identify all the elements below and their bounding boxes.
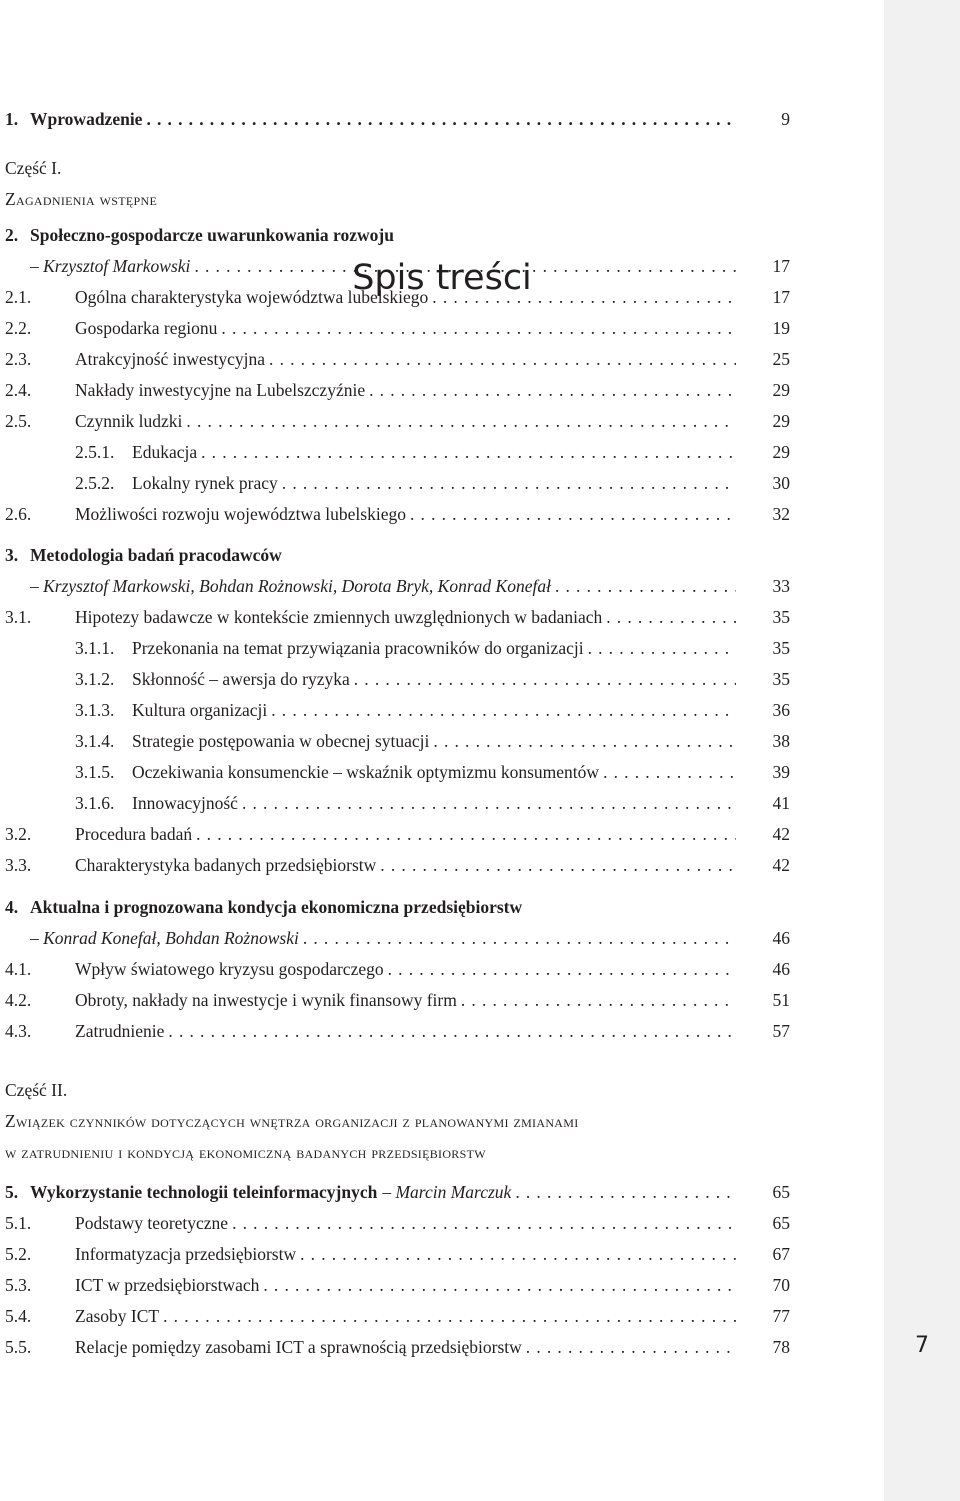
dot-leader <box>603 760 736 784</box>
toc-entry-label-wrap <box>132 440 738 464</box>
toc-entry-label: Atrakcyjność inwestycyjna <box>75 349 266 370</box>
part-1-label-line <box>0 156 884 180</box>
toc-entry-number: 5.1. <box>5 1213 32 1234</box>
toc-entry-label: Relacje pomiędzy zasobami ICT a sprawnością przedsiębiorstw <box>75 1337 522 1357</box>
dot-leader <box>303 926 736 950</box>
toc-entry-label-wrap <box>75 409 738 433</box>
toc-entry-label: Ogólna charakterystyka województwa lubelskiego <box>75 287 429 308</box>
toc-entry-number: 5.3. <box>5 1275 32 1296</box>
toc-entry-label-wrap <box>132 729 738 753</box>
toc-entry-label: Nakłady inwestycyjne na Lubelszczyźnie <box>75 380 366 401</box>
page-title: Spis treści <box>352 258 532 298</box>
part-2-subtitle-2: w zatrudnieniu i kondycją ekonomiczną badanych przedsiębiorstw <box>5 1142 486 1163</box>
toc-entry-2-3[interactable] <box>0 347 884 371</box>
toc-entry-number: 4.3. <box>5 1020 32 1041</box>
toc-heading-4[interactable] <box>0 895 884 919</box>
toc-entry-label-wrap <box>132 667 738 691</box>
toc-author-label: – Konrad Konefał, Bohdan Rożnowski <box>30 927 299 948</box>
toc-entry-page: 39 <box>772 762 790 783</box>
toc-entry-3-1-6[interactable] <box>0 791 884 815</box>
toc-entry-3-1-1[interactable] <box>0 636 884 660</box>
toc-entry-page: 17 <box>772 256 790 277</box>
dot-leader <box>461 988 736 1012</box>
toc-entry-number: 3.1.3. <box>75 700 115 721</box>
toc-entry-page: 65 <box>772 1182 790 1203</box>
toc-entry-3-1[interactable] <box>0 605 884 629</box>
toc-entry-2-1[interactable] <box>0 285 884 309</box>
toc-entry-label-wrap <box>75 1273 738 1297</box>
toc-entry-2-5-2[interactable] <box>0 471 884 495</box>
dot-leader <box>221 316 736 340</box>
dot-leader <box>282 471 736 495</box>
toc-entry-label-wrap <box>30 107 738 131</box>
toc-entry-4-1[interactable] <box>0 957 884 981</box>
toc-entry-page: 67 <box>772 1244 790 1265</box>
toc-entry-number: 5.4. <box>5 1306 32 1326</box>
toc-entry-number: 5. <box>5 1182 19 1203</box>
toc-entry-label: Czynnik ludzki <box>75 411 183 432</box>
toc-entry-number: 1. <box>5 109 19 129</box>
toc-entry-label-wrap <box>75 605 738 629</box>
toc-entry-number: 3.1.6. <box>75 793 115 814</box>
toc-entry-label-wrap <box>75 853 738 877</box>
toc-entry-3-1-4[interactable] <box>0 729 884 753</box>
toc-entry-label-wrap <box>75 1019 738 1043</box>
toc-entry-label-wrap <box>75 1211 738 1235</box>
dot-leader <box>232 1211 736 1235</box>
dot-leader <box>588 636 736 660</box>
toc-entry-2-5-1[interactable] <box>0 440 884 464</box>
side-margin-strip <box>884 0 960 1501</box>
dot-leader <box>194 254 736 278</box>
toc-entry-page: 65 <box>772 1213 790 1234</box>
toc-entry-label: Zatrudnienie <box>75 1020 165 1041</box>
toc-entry-page: 17 <box>772 287 790 308</box>
dot-leader <box>526 1335 736 1359</box>
toc-entry-5-3[interactable] <box>0 1273 884 1297</box>
toc-entry-2-2[interactable] <box>0 316 884 340</box>
toc-entry-page: 70 <box>772 1275 790 1296</box>
toc-entry-page: 46 <box>772 927 790 948</box>
toc-entry-label: Strategie postępowania w obecnej sytuacji <box>132 731 430 752</box>
toc-entry-number: 5.5. <box>5 1337 32 1357</box>
dot-leader <box>354 667 736 691</box>
toc-entry-label: Możliwości rozwoju województwa lubelskiego <box>75 504 406 525</box>
toc-entry-3-1-2[interactable] <box>0 667 884 691</box>
toc-entry-label-wrap <box>75 347 738 371</box>
toc-entry-label-wrap <box>132 791 738 815</box>
toc-entry-label: Innowacyjność <box>132 793 238 814</box>
toc-entry-number: 4.1. <box>5 958 32 979</box>
toc-author-label: – Krzysztof Markowski, Bohdan Rożnowski, Dorota Bryk, Konrad Konefał <box>30 576 551 597</box>
toc-entry-number: 2.1. <box>5 287 32 308</box>
toc-entry-page: 29 <box>772 442 790 463</box>
toc-entry-label-wrap <box>132 471 738 495</box>
toc-entry-label: Podstawy teoretyczne <box>75 1213 229 1234</box>
toc-entry-number: 3.1.1. <box>75 638 115 659</box>
toc-entry-label: Wpływ światowego kryzysu gospodarczego <box>75 958 384 979</box>
toc-entry-number: 2.2. <box>5 318 32 339</box>
toc-entry-number: 4.2. <box>5 989 32 1010</box>
toc-entry-number: 2.5.2. <box>75 473 115 494</box>
dot-leader <box>388 957 736 981</box>
toc-entry-label-wrap <box>75 957 738 981</box>
dot-leader <box>146 107 736 131</box>
toc-heading-2[interactable] <box>0 223 884 247</box>
toc-entry-page: 78 <box>772 1337 790 1357</box>
part-2-subtitle-line-2 <box>0 1140 884 1164</box>
toc-entry-label-wrap <box>75 1335 738 1359</box>
toc-entry-page: 35 <box>772 638 790 659</box>
toc-entry-5-1[interactable] <box>0 1211 884 1235</box>
toc-entry-label: ICT w przedsiębiorstwach <box>75 1275 260 1296</box>
toc-entry-label: Gospodarka regionu <box>75 318 218 339</box>
dot-leader <box>271 698 736 722</box>
dot-leader <box>433 729 736 753</box>
dot-leader <box>300 1242 736 1266</box>
toc-entry-label-wrap <box>75 1304 738 1328</box>
toc-entry-page: 25 <box>772 349 790 370</box>
part-2-subtitle-1: Związek czynników dotyczących wnętrza organizacji z planowanymi zmianami <box>5 1111 579 1132</box>
toc-entry-5-2[interactable] <box>0 1242 884 1266</box>
toc-entry-3-1-5[interactable] <box>0 760 884 784</box>
toc-entry-page: 77 <box>772 1306 790 1326</box>
dot-leader <box>410 502 736 526</box>
part-1-subtitle-line <box>0 187 884 211</box>
toc-entry-label: Procedura badań <box>75 824 193 845</box>
toc-entry-4-3[interactable] <box>0 1019 884 1043</box>
toc-entry-page: 9 <box>781 109 790 129</box>
toc-entry-page: 57 <box>772 1020 790 1041</box>
toc-entry-page: 29 <box>772 411 790 432</box>
toc-entry-3-1-3[interactable] <box>0 698 884 722</box>
toc-entry-label: Zasoby ICT <box>75 1306 160 1326</box>
toc-entry-label: Metodologia badań pracodawców <box>30 545 282 566</box>
toc-entry-label: Obroty, nakłady na inwestycje i wynik finansowy firm <box>75 989 457 1010</box>
toc-heading-3[interactable] <box>0 543 884 567</box>
toc-entry-number: 2.4. <box>5 380 32 401</box>
toc-entry-number: 5.2. <box>5 1244 32 1265</box>
part-2-subtitle-line-1 <box>0 1109 884 1133</box>
toc-entry-label: Społeczno-gospodarcze uwarunkowania rozwoju <box>30 225 394 246</box>
toc-entry-page: 35 <box>772 607 790 628</box>
toc-entry-page: 46 <box>772 958 790 979</box>
part-1-label: Część I. <box>5 158 62 179</box>
toc-entry-5-4[interactable] <box>0 1304 884 1328</box>
toc-entry-page: 33 <box>772 576 790 597</box>
toc-entry-number: 4. <box>5 896 19 917</box>
dot-leader <box>196 822 736 846</box>
toc-author-2[interactable] <box>0 254 884 278</box>
dot-leader <box>242 791 736 815</box>
toc-entry-page: 35 <box>772 669 790 690</box>
toc-entry-number: 2.5.1. <box>75 442 115 463</box>
dot-leader <box>201 440 736 464</box>
toc-author-3[interactable] <box>0 574 884 598</box>
toc-entry-label: Charakterystyka badanych przedsiębiorstw <box>75 855 377 876</box>
toc-entry-label: Oczekiwania konsumenckie – wskaźnik optymizmu konsumentów <box>132 762 600 783</box>
toc-entry-page: 36 <box>772 700 790 721</box>
toc-entry-page: 41 <box>772 793 790 814</box>
toc-entry-label-wrap <box>30 574 738 598</box>
toc-entry-label-wrap <box>132 636 738 660</box>
toc-entry-5[interactable] <box>0 1180 884 1204</box>
toc-entry-5-5[interactable] <box>0 1335 884 1359</box>
toc-entry-label: Hipotezy badawcze w kontekście zmiennych uwzględnionych w badaniach <box>75 607 603 628</box>
part-2-label-line <box>0 1078 884 1102</box>
toc-entry-label-wrap <box>132 760 738 784</box>
toc-entry-label-wrap <box>75 316 738 340</box>
dot-leader <box>555 574 736 598</box>
toc-entry-number: 3.1.2. <box>75 669 115 690</box>
toc-entry-2-5[interactable] <box>0 409 884 433</box>
toc-entry-3-3[interactable] <box>0 853 884 877</box>
toc-entry-2-6[interactable] <box>0 502 884 526</box>
toc-entry-number: 3.3. <box>5 855 32 876</box>
toc-entry-number: 2.6. <box>5 504 32 525</box>
toc-entry-page: 42 <box>772 824 790 845</box>
toc-author-label: – Marcin Marczuk <box>382 1182 512 1203</box>
toc-entry-label: Przekonania na temat przywiązania pracowników do organizacji <box>132 638 584 659</box>
toc-entry-number: 3. <box>5 545 19 566</box>
toc-entry-label-wrap <box>75 285 738 309</box>
toc-entry-label-wrap <box>75 988 738 1012</box>
toc-entry-label: Kultura organizacji <box>132 700 268 721</box>
toc-entry-label-wrap <box>75 378 738 402</box>
toc-entry-label: Skłonność – awersja do ryzyka <box>132 669 350 690</box>
toc-entry-label: Edukacja <box>132 442 198 463</box>
toc-entry-label: Aktualna i prognozowana kondycja ekonomiczna przedsiębiorstw <box>30 896 523 917</box>
toc-entry-4-2[interactable] <box>0 988 884 1012</box>
toc-entry-1[interactable] <box>0 107 884 131</box>
toc-entry-number: 3.1. <box>5 607 32 628</box>
dot-leader <box>606 605 736 629</box>
toc-entry-page: 19 <box>772 318 790 339</box>
toc-entry-label: Lokalny rynek pracy <box>132 473 278 494</box>
toc-entry-label: Informatyzacja przedsiębiorstw <box>75 1244 297 1265</box>
toc-entry-2-4[interactable] <box>0 378 884 402</box>
toc-entry-page: 51 <box>772 989 790 1010</box>
toc-entry-page: 29 <box>772 380 790 401</box>
toc-entry-number: 2.5. <box>5 411 32 432</box>
toc-author-label: – Krzysztof Markowski <box>30 256 191 277</box>
toc-entry-3-2[interactable] <box>0 822 884 846</box>
toc-author-4[interactable] <box>0 926 884 950</box>
toc-entry-label: Wykorzystanie technologii teleinformacyjnych <box>30 1182 378 1203</box>
page-number: 7 <box>915 1333 929 1358</box>
toc-entry-number: 3.2. <box>5 824 32 845</box>
toc-entry-page: 42 <box>772 855 790 876</box>
toc-entry-page: 38 <box>772 731 790 752</box>
toc-entry-label: Wprowadzenie <box>30 109 143 129</box>
toc-entry-label-wrap <box>30 926 738 950</box>
dot-leader <box>269 347 736 371</box>
dot-leader <box>380 853 736 877</box>
toc-entry-label-wrap <box>75 1242 738 1266</box>
dot-leader <box>369 378 736 402</box>
dot-leader <box>432 285 736 309</box>
dot-leader <box>168 1019 736 1043</box>
toc-entry-label-wrap <box>75 822 738 846</box>
part-1-subtitle: Zagadnienia wstępne <box>5 189 158 210</box>
part-2-label: Część II. <box>5 1080 68 1101</box>
toc-entry-label-wrap <box>75 502 738 526</box>
toc-entry-page: 32 <box>772 504 790 525</box>
dot-leader <box>263 1273 736 1297</box>
toc-entry-label-wrap <box>30 1180 738 1204</box>
toc-entry-number: 3.1.4. <box>75 731 115 752</box>
toc-entry-label-wrap <box>30 254 738 278</box>
toc-entry-label-wrap <box>132 698 738 722</box>
dot-leader <box>186 409 736 433</box>
toc-entry-number: 2. <box>5 225 19 246</box>
toc-entry-page: 30 <box>772 473 790 494</box>
dot-leader <box>515 1180 736 1204</box>
dot-leader <box>163 1304 736 1328</box>
toc-entry-number: 2.3. <box>5 349 32 370</box>
toc-entry-number: 3.1.5. <box>75 762 115 783</box>
